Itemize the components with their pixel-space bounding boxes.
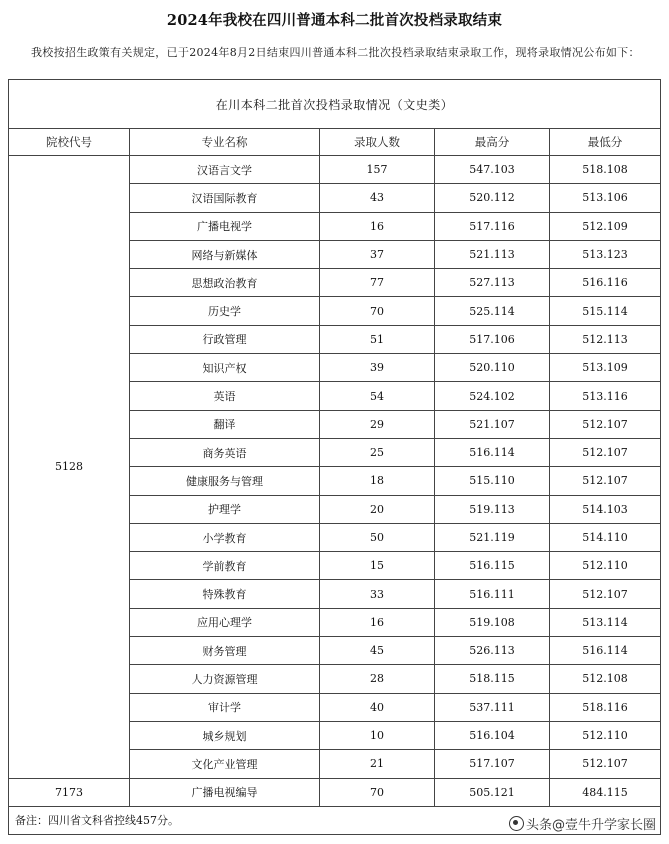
major-cell: 汉语国际教育	[130, 184, 320, 212]
max-score-cell: 526.113	[435, 637, 550, 665]
max-score-cell: 525.114	[435, 297, 550, 325]
min-score-cell: 518.116	[550, 693, 661, 721]
max-score-cell: 537.111	[435, 693, 550, 721]
header-major: 专业名称	[130, 129, 320, 156]
major-cell: 知识产权	[130, 354, 320, 382]
count-cell: 70	[320, 778, 435, 806]
max-score-cell: 524.102	[435, 382, 550, 410]
max-score-cell: 516.115	[435, 552, 550, 580]
min-score-cell: 512.108	[550, 665, 661, 693]
major-cell: 网络与新媒体	[130, 240, 320, 268]
count-cell: 157	[320, 156, 435, 184]
count-cell: 28	[320, 665, 435, 693]
count-cell: 33	[320, 580, 435, 608]
major-cell: 学前教育	[130, 552, 320, 580]
admission-table	[8, 79, 661, 835]
count-cell: 16	[320, 212, 435, 240]
max-score-cell: 521.119	[435, 523, 550, 551]
max-score-cell: 521.113	[435, 240, 550, 268]
min-score-cell: 512.107	[550, 410, 661, 438]
max-score-cell: 547.103	[435, 156, 550, 184]
count-cell: 39	[320, 354, 435, 382]
major-cell: 行政管理	[130, 325, 320, 353]
header-max: 最高分	[435, 129, 550, 156]
max-score-cell: 520.112	[435, 184, 550, 212]
min-score-cell: 516.114	[550, 637, 661, 665]
min-score-cell: 484.115	[550, 778, 661, 806]
watermark-logo-icon	[509, 816, 524, 831]
min-score-cell: 512.107	[550, 438, 661, 466]
min-score-cell: 513.114	[550, 608, 661, 636]
header-count: 录取人数	[320, 129, 435, 156]
min-score-cell: 516.116	[550, 269, 661, 297]
school-code-cell: 5128	[9, 156, 130, 779]
min-score-cell: 512.110	[550, 552, 661, 580]
header-min: 最低分	[550, 129, 661, 156]
table-caption: 在川本科二批首次投档录取情况（文史类）	[9, 80, 661, 129]
max-score-cell: 516.111	[435, 580, 550, 608]
major-cell: 护理学	[130, 495, 320, 523]
school-code-cell: 7173	[9, 778, 130, 806]
max-score-cell: 521.107	[435, 410, 550, 438]
count-cell: 43	[320, 184, 435, 212]
major-cell: 广播电视编导	[130, 778, 320, 806]
min-score-cell: 514.103	[550, 495, 661, 523]
max-score-cell: 519.108	[435, 608, 550, 636]
min-score-cell: 513.106	[550, 184, 661, 212]
min-score-cell: 515.114	[550, 297, 661, 325]
min-score-cell: 512.107	[550, 580, 661, 608]
page-title: 2024年我校在四川普通本科二批首次投档录取结束	[166, 12, 503, 29]
major-cell: 广播电视学	[130, 212, 320, 240]
note-text: 备注：四川省文科省控线457分。	[9, 806, 661, 834]
major-cell: 健康服务与管理	[130, 467, 320, 495]
count-cell: 16	[320, 608, 435, 636]
count-cell: 77	[320, 269, 435, 297]
max-score-cell: 517.106	[435, 325, 550, 353]
count-cell: 10	[320, 721, 435, 749]
major-cell: 财务管理	[130, 637, 320, 665]
major-cell: 城乡规划	[130, 721, 320, 749]
max-score-cell: 517.116	[435, 212, 550, 240]
major-cell: 人力资源管理	[130, 665, 320, 693]
max-score-cell: 520.110	[435, 354, 550, 382]
min-score-cell: 518.108	[550, 156, 661, 184]
max-score-cell: 516.104	[435, 721, 550, 749]
max-score-cell: 527.113	[435, 269, 550, 297]
watermark-text: 头条@壹牛升学家长圈	[525, 818, 656, 833]
major-cell: 文化产业管理	[130, 750, 320, 778]
count-cell: 25	[320, 438, 435, 466]
header-code: 院校代号	[9, 129, 130, 156]
max-score-cell: 516.114	[435, 438, 550, 466]
major-cell: 特殊教育	[130, 580, 320, 608]
count-cell: 40	[320, 693, 435, 721]
table-header-row	[9, 129, 661, 156]
count-cell: 50	[320, 523, 435, 551]
min-score-cell: 513.116	[550, 382, 661, 410]
max-score-cell: 517.107	[435, 750, 550, 778]
intro-paragraph: 我校按招生政策有关规定，已于2024年8月2日结束四川普通本科二批次投档录取结束录取工作，现将录取情况公布如下：	[31, 46, 640, 59]
major-cell: 商务英语	[130, 438, 320, 466]
max-score-cell: 505.121	[435, 778, 550, 806]
count-cell: 70	[320, 297, 435, 325]
table-row	[9, 778, 661, 806]
major-cell: 汉语言文学	[130, 156, 320, 184]
min-score-cell: 512.107	[550, 750, 661, 778]
major-cell: 英语	[130, 382, 320, 410]
max-score-cell: 515.110	[435, 467, 550, 495]
count-cell: 37	[320, 240, 435, 268]
major-cell: 翻译	[130, 410, 320, 438]
table-caption-row	[9, 80, 661, 129]
min-score-cell: 514.110	[550, 523, 661, 551]
min-score-cell: 513.123	[550, 240, 661, 268]
max-score-cell: 518.115	[435, 665, 550, 693]
min-score-cell: 512.107	[550, 467, 661, 495]
major-cell: 应用心理学	[130, 608, 320, 636]
count-cell: 51	[320, 325, 435, 353]
min-score-cell: 512.109	[550, 212, 661, 240]
max-score-cell: 519.113	[435, 495, 550, 523]
major-cell: 小学教育	[130, 523, 320, 551]
count-cell: 45	[320, 637, 435, 665]
count-cell: 18	[320, 467, 435, 495]
count-cell: 15	[320, 552, 435, 580]
watermark	[506, 813, 659, 834]
min-score-cell: 512.110	[550, 721, 661, 749]
count-cell: 54	[320, 382, 435, 410]
table-row	[9, 156, 661, 184]
major-cell: 思想政治教育	[130, 269, 320, 297]
count-cell: 29	[320, 410, 435, 438]
min-score-cell: 512.113	[550, 325, 661, 353]
min-score-cell: 513.109	[550, 354, 661, 382]
major-cell: 历史学	[130, 297, 320, 325]
major-cell: 审计学	[130, 693, 320, 721]
count-cell: 20	[320, 495, 435, 523]
count-cell: 21	[320, 750, 435, 778]
